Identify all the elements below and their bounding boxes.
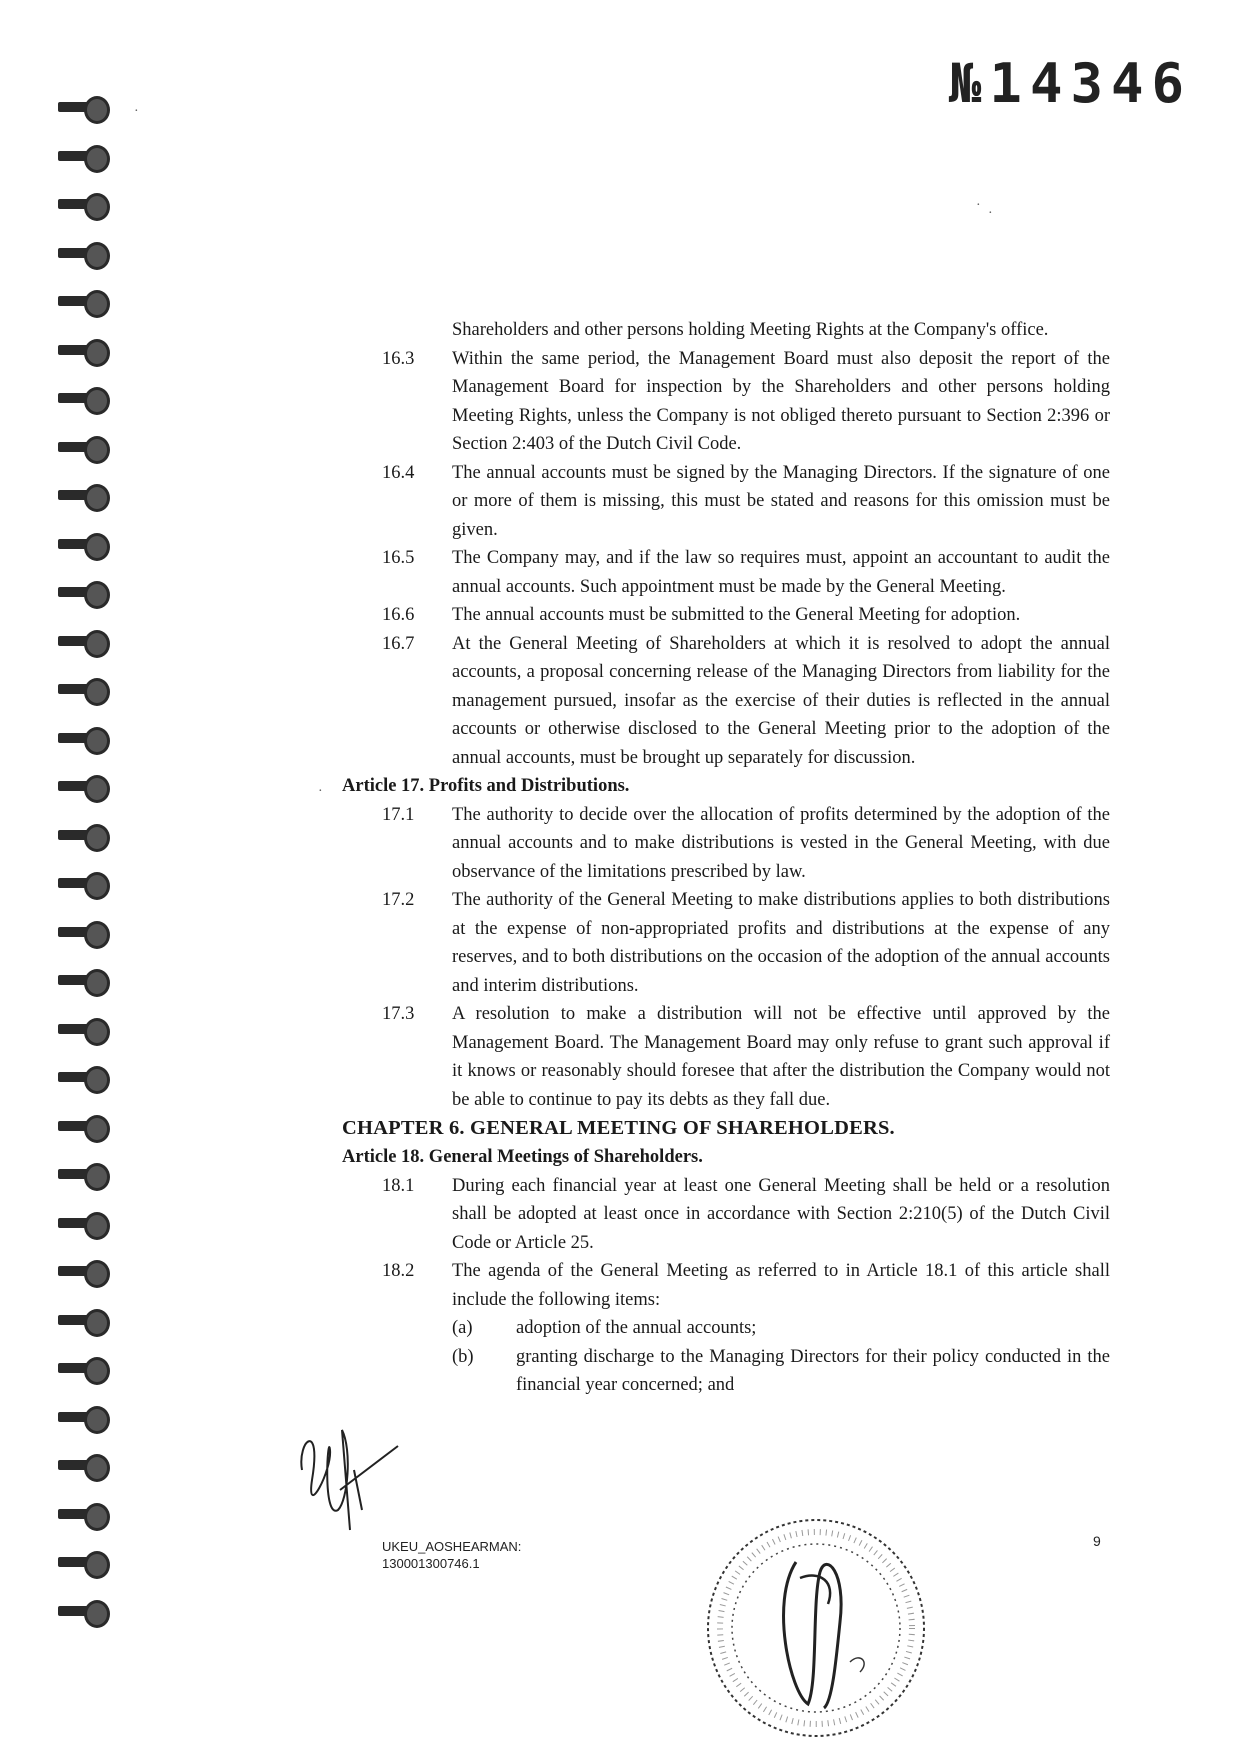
chapter-heading: CHAPTER 6. GENERAL MEETING OF SHAREHOLDERS.: [342, 1117, 895, 1139]
binding-ring: [58, 1260, 110, 1284]
clause-item: [382, 1000, 1110, 1114]
clause-text: The authority to decide over the allocation of profits determined by the adoption of the annual accounts and to make distributions is vested in the General Meeting, with due observance of the limitations prescribed by law.: [452, 804, 1110, 882]
clause-item: [382, 1172, 1110, 1258]
binding-ring: [58, 775, 110, 799]
sub-item-label: (b): [452, 1346, 474, 1367]
binding-ring: [58, 1115, 110, 1139]
binding-ring: [58, 1406, 110, 1430]
binding-ring: [58, 969, 110, 993]
reference-line: 130001300746.1: [382, 1556, 480, 1571]
continuation-paragraph: Shareholders and other persons holding Meeting Rights at the Company's office.: [452, 320, 1049, 340]
clause-item: [382, 601, 1110, 630]
reference-line: UKEU_AOSHEARMAN:: [382, 1539, 522, 1554]
sub-item-text: granting discharge to the Managing Directors for their policy conducted in the financial year concerned; and: [516, 1346, 1110, 1395]
clause-number: 16.3: [382, 348, 415, 369]
clause-number: 18.2: [382, 1261, 415, 1281]
handwritten-signature: [292, 1410, 402, 1540]
binding-ring: [58, 1163, 110, 1187]
clause-text: The annual accounts must be submitted to the General Meeting for adoption.: [452, 605, 1021, 625]
binding-ring: [58, 1018, 110, 1042]
scan-speck: ·: [134, 104, 139, 119]
clause-item: [382, 801, 1110, 887]
binding-ring: [58, 387, 110, 411]
article-heading: Article 17. Profits and Distributions.: [342, 776, 630, 796]
clause-text: The authority of the General Meeting to make distributions applies to both distributions at the expense of non-appropriated profits and distributions at the expense of any reserves, and to both distributions on the occasion of the adoption of the annual accounts and interim distributions.: [452, 890, 1110, 996]
clause-number: 18.1: [382, 1175, 415, 1196]
sections-list: [342, 345, 1110, 1400]
document-reference: [382, 1538, 521, 1572]
binding-ring: [58, 581, 110, 605]
clause-number: 16.6: [382, 605, 415, 625]
binding-ring: [58, 145, 110, 169]
binding-ring: [58, 242, 110, 266]
notary-seal: [700, 1512, 932, 1744]
clause-number: 17.1: [382, 804, 415, 825]
clause-text: A resolution to make a distribution will not be effective until approved by the Management Board. The Management Board may only refuse to grant such approval if it knows or reasonably should foresee that after the distribution the Company would not be able to continue to pay its debts as they fall due.: [452, 1004, 1110, 1110]
sub-item-label: (a): [452, 1318, 473, 1338]
binding-ring: [58, 630, 110, 654]
binding-ring: [58, 678, 110, 702]
binding-ring: [58, 1551, 110, 1575]
scan-speck: ·: [988, 206, 993, 221]
clause-number: 16.4: [382, 462, 415, 483]
clause-number: 16.5: [382, 548, 415, 568]
binding-ring: [58, 436, 110, 460]
clause-text: The agenda of the General Meeting as referred to in Article 18.1 of this article shall include the following items:: [452, 1261, 1110, 1310]
binding-ring: [58, 484, 110, 508]
clause-text: During each financial year at least one General Meeting shall be held or a resolution shall be adopted at least once in accordance with Section 2:210(5) of the Dutch Civil Code or Article 25.: [452, 1175, 1110, 1253]
binding-ring: [58, 1066, 110, 1090]
binding-ring: [58, 339, 110, 363]
page-number: 9: [1093, 1533, 1101, 1549]
clause-text: At the General Meeting of Shareholders at which it is resolved to adopt the annual accounts, a proposal concerning release of the Managing Directors from liability for the management pursued, insofar as the exercise of their duties is reflected in the annual accounts or otherwise disclosed to the General Meeting prior to the adoption of the annual accounts, must be brought up separately for discussion.: [452, 633, 1110, 768]
clause-item: [382, 630, 1110, 773]
binding-ring: [58, 96, 110, 120]
clause-text: The Company may, and if the law so requires must, appoint an accountant to audit the annual accounts. Such appointment must be made by the General Meeting.: [452, 548, 1110, 597]
clause-item: [382, 544, 1110, 601]
clause-number: 17.3: [382, 1004, 415, 1024]
scan-speck: ·: [318, 784, 323, 799]
binding-ring: [58, 1357, 110, 1381]
clause-item: [382, 886, 1110, 1000]
stamp-number: №14346: [948, 52, 1192, 115]
binding-ring: [58, 727, 110, 751]
binding-ring: [58, 1600, 110, 1624]
sub-item-text: adoption of the annual accounts;: [516, 1318, 757, 1338]
binding-ring: [58, 1503, 110, 1527]
article-heading: Article 18. General Meetings of Shareholders.: [342, 1147, 703, 1167]
binding-ring: [58, 1454, 110, 1478]
scan-speck: ·: [976, 198, 981, 213]
binding-ring: [58, 824, 110, 848]
binding-ring: [58, 193, 110, 217]
document-body: [342, 316, 1110, 1400]
sub-item: [382, 1343, 1110, 1400]
binding-ring: [58, 921, 110, 945]
binding-ring: [58, 872, 110, 896]
clause-number: 17.2: [382, 890, 415, 910]
binding-ring: [58, 290, 110, 314]
clause-item: [382, 345, 1110, 459]
binding-ring: [58, 533, 110, 557]
spiral-binding: [58, 96, 118, 1686]
clause-number: 16.7: [382, 633, 415, 654]
clause-item: [382, 459, 1110, 545]
binding-ring: [58, 1309, 110, 1333]
binding-ring: [58, 1212, 110, 1236]
clause-item: [382, 1257, 1110, 1314]
clause-text: Within the same period, the Management Board must also deposit the report of the Management Board for inspection by the Shareholders and other persons holding Meeting Rights, unless the Company is not obliged thereto pursuant to Section 2:396 or Section 2:403 of the Dutch Civil Code.: [452, 348, 1110, 454]
sub-item: [382, 1314, 1110, 1343]
clause-text: The annual accounts must be signed by the Managing Directors. If the signature of one or more of them is missing, this must be stated and reasons for this omission must be given.: [452, 462, 1110, 540]
